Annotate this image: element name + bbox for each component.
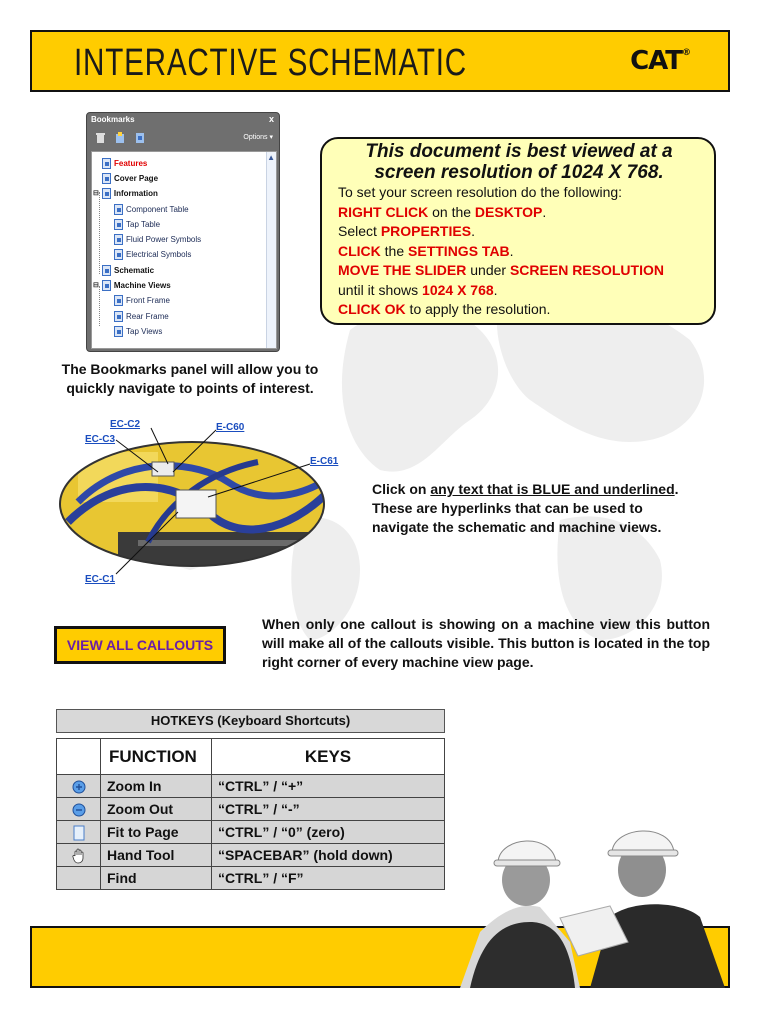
bookmark-icon (102, 265, 111, 276)
bookmark-icon (114, 249, 123, 260)
column-header-function: FUNCTION (101, 739, 212, 775)
trash-icon[interactable] (95, 132, 106, 144)
bookmark-icon (114, 311, 123, 322)
connector-link-ec-c3[interactable]: EC-C3 (85, 434, 116, 445)
table-row: Find “CTRL” / “F” (57, 867, 445, 890)
scrollbar[interactable] (266, 152, 276, 348)
close-icon[interactable]: x (268, 114, 274, 124)
bookmark-icon (102, 173, 111, 184)
list-item[interactable]: Tap Views (114, 324, 162, 338)
options-menu[interactable]: Options ▾ (243, 134, 273, 141)
callout-note: When only one callout is showing on a machine view this button will make all of the callouts visible. This button is located in the top right corner of every machine view page. (262, 616, 710, 670)
bookmark-icon (114, 234, 123, 245)
bookmark-icon (102, 158, 111, 169)
page-title: INTERACTIVE SCHEMATIC (74, 42, 467, 84)
step-line: RIGHT CLICK on the DESKTOP. (338, 203, 547, 220)
info-intro: To set your screen resolution do the following: (338, 184, 623, 200)
collapse-icon[interactable]: ⊟ (93, 190, 99, 197)
table-row: Zoom Out “CTRL” / “-” (57, 798, 445, 821)
zoom-in-icon (72, 780, 86, 794)
bookmark-icon (114, 295, 123, 306)
step-line: CLICK the SETTINGS TAB. (338, 242, 514, 259)
bookmark-icon (114, 219, 123, 230)
step-line: MOVE THE SLIDER under SCREEN RESOLUTION (338, 262, 664, 278)
connector-illustration (58, 412, 358, 592)
collapse-icon[interactable]: ⊟ (93, 282, 99, 289)
cat-logo: CAT® (630, 46, 690, 76)
hyperlink-note: Click on any text that is BLUE and underlined. These are hyperlinks that can be used to navigate the schematic and machine views. (372, 481, 679, 535)
list-item[interactable]: Schematic (102, 263, 154, 277)
bookmarks-list (91, 151, 277, 349)
table-header-row (57, 739, 445, 775)
column-header-keys: KEYS (212, 739, 445, 775)
info-title: This document is best viewed at a screen resolution of 1024 X 768. (365, 141, 673, 183)
connector-link-ec-c2[interactable]: EC-C2 (110, 419, 141, 430)
list-item[interactable]: Fluid Power Symbols (114, 232, 201, 246)
hand-tool-icon (72, 848, 86, 864)
bookmark-properties-icon[interactable] (135, 132, 146, 144)
list-item[interactable]: Tap Table (114, 217, 160, 231)
list-item[interactable]: ⊟ Information (93, 188, 158, 198)
list-item[interactable]: Electrical Symbols (114, 247, 191, 261)
table-row: Hand Tool “SPACEBAR” (hold down) (57, 844, 445, 867)
view-all-callouts-button[interactable]: VIEW ALL CALLOUTS (54, 626, 226, 664)
header-bar (30, 30, 730, 92)
table-row: Fit to Page “CTRL” / “0” (zero) (57, 821, 445, 844)
list-item[interactable]: ⊟ Machine Views (93, 280, 171, 290)
table-row: Zoom In “CTRL” / “+” (57, 775, 445, 798)
list-item[interactable]: Front Frame (114, 293, 170, 307)
new-bookmark-icon[interactable] (115, 132, 126, 144)
scroll-up-icon[interactable]: ▲ (267, 153, 275, 162)
connector-link-e-c61[interactable]: E-C61 (310, 456, 339, 467)
step-line: CLICK OK to apply the resolution. (338, 301, 551, 317)
list-item[interactable]: Cover Page (102, 171, 158, 185)
resolution-info-box (320, 137, 716, 325)
connector-link-ec-c1[interactable]: EC-C1 (85, 574, 116, 585)
bookmarks-caption: The Bookmarks panel will allow you to quickly navigate to points of interest. (61, 361, 319, 396)
zoom-out-icon (72, 803, 86, 817)
bookmark-icon (114, 204, 123, 215)
fit-page-icon (73, 825, 85, 841)
list-item[interactable]: Features (102, 156, 147, 170)
bookmarks-panel (86, 112, 280, 352)
list-item[interactable]: Rear Frame (114, 309, 169, 323)
bookmarks-toolbar (87, 128, 279, 148)
bookmark-icon (102, 280, 111, 291)
workers-photo (460, 822, 730, 988)
bookmark-icon (114, 326, 123, 337)
bookmark-icon (102, 188, 111, 199)
list-item[interactable]: Component Table (114, 202, 189, 216)
bookmarks-header (87, 113, 279, 128)
step-line: until it shows 1024 X 768. (338, 281, 498, 298)
connector-link-e-c60[interactable]: E-C60 (216, 422, 245, 433)
hotkeys-table (56, 738, 445, 890)
hotkeys-title: HOTKEYS (Keyboard Shortcuts) (56, 709, 445, 733)
bookmarks-title: Bookmarks (91, 115, 135, 124)
step-line: Select PROPERTIES. (338, 223, 475, 239)
